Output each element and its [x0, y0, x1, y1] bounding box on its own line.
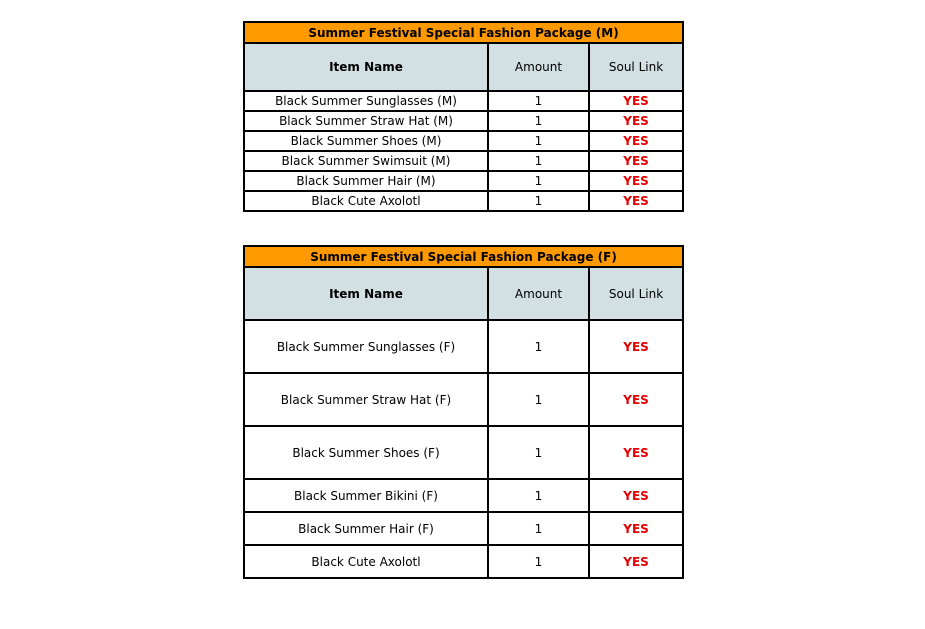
item-amount: 1 [488, 151, 589, 171]
item-name: Black Summer Shoes (M) [244, 131, 488, 151]
item-name: Black Summer Straw Hat (F) [244, 373, 488, 426]
item-name: Black Cute Axolotl [244, 191, 488, 211]
item-soul-link: YES [589, 131, 683, 151]
item-name: Black Summer Hair (F) [244, 512, 488, 545]
table-row [244, 426, 683, 479]
item-soul-link: YES [589, 512, 683, 545]
table-row [244, 171, 683, 191]
item-amount: 1 [488, 320, 589, 373]
table-row [244, 151, 683, 171]
item-name: Black Summer Straw Hat (M) [244, 111, 488, 131]
package-f-title-row [244, 246, 683, 267]
item-amount: 1 [488, 426, 589, 479]
item-amount: 1 [488, 373, 589, 426]
item-soul-link: YES [589, 426, 683, 479]
item-soul-link: YES [589, 111, 683, 131]
item-name: Black Summer Sunglasses (M) [244, 91, 488, 111]
header-soul-link: Soul Link [589, 43, 683, 91]
package-m-table [243, 21, 684, 212]
package-f-table [243, 245, 684, 579]
item-soul-link: YES [589, 545, 683, 578]
item-soul-link: YES [589, 151, 683, 171]
package-f-header-row [244, 267, 683, 320]
table-row [244, 191, 683, 211]
table-row [244, 373, 683, 426]
item-amount: 1 [488, 131, 589, 151]
table-row [244, 131, 683, 151]
item-soul-link: YES [589, 191, 683, 211]
item-soul-link: YES [589, 479, 683, 512]
package-f-title: Summer Festival Special Fashion Package (F) [244, 246, 683, 267]
header-item-name: Item Name [244, 267, 488, 320]
item-name: Black Summer Sunglasses (F) [244, 320, 488, 373]
item-amount: 1 [488, 91, 589, 111]
item-amount: 1 [488, 111, 589, 131]
header-amount: Amount [488, 43, 589, 91]
table-row [244, 512, 683, 545]
package-m-title: Summer Festival Special Fashion Package (M) [244, 22, 683, 43]
table-row [244, 91, 683, 111]
table-row [244, 545, 683, 578]
item-amount: 1 [488, 191, 589, 211]
item-name: Black Cute Axolotl [244, 545, 488, 578]
item-soul-link: YES [589, 373, 683, 426]
table-row [244, 320, 683, 373]
item-name: Black Summer Hair (M) [244, 171, 488, 191]
package-m-title-row [244, 22, 683, 43]
item-soul-link: YES [589, 171, 683, 191]
table-row [244, 111, 683, 131]
header-soul-link: Soul Link [589, 267, 683, 320]
header-item-name: Item Name [244, 43, 488, 91]
header-amount: Amount [488, 267, 589, 320]
item-name: Black Summer Shoes (F) [244, 426, 488, 479]
item-amount: 1 [488, 512, 589, 545]
item-name: Black Summer Bikini (F) [244, 479, 488, 512]
item-soul-link: YES [589, 91, 683, 111]
item-soul-link: YES [589, 320, 683, 373]
table-row [244, 479, 683, 512]
item-amount: 1 [488, 479, 589, 512]
item-amount: 1 [488, 545, 589, 578]
package-m-header-row [244, 43, 683, 91]
item-amount: 1 [488, 171, 589, 191]
item-name: Black Summer Swimsuit (M) [244, 151, 488, 171]
